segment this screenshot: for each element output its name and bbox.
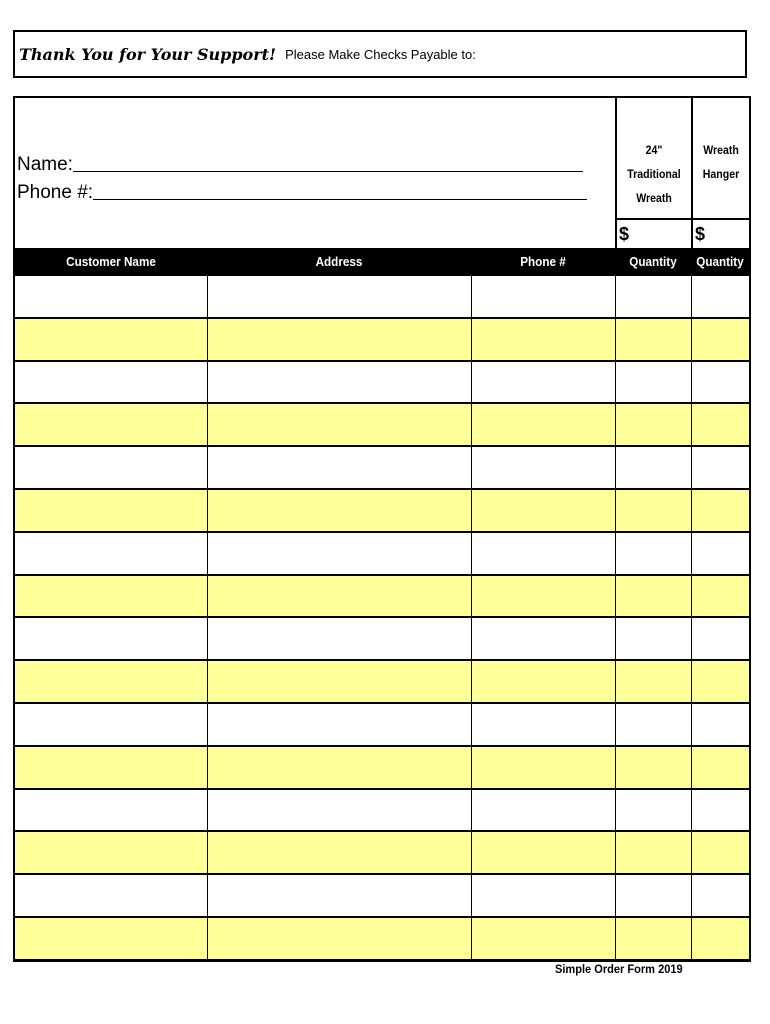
cell-phone[interactable] [471, 576, 616, 617]
phone-line [17, 176, 587, 204]
cell-address[interactable] [207, 832, 472, 873]
cell-customer-name[interactable] [15, 362, 207, 403]
cell-address[interactable] [207, 875, 472, 916]
table-row [15, 790, 749, 833]
banner [13, 30, 747, 78]
header-quantity-wreath: Quantity [629, 254, 677, 269]
product-name-wreath [621, 138, 686, 210]
table-row [15, 832, 749, 875]
cell-quantity-hanger[interactable] [691, 404, 750, 445]
cell-customer-name[interactable] [15, 875, 207, 916]
cell-quantity-wreath[interactable] [615, 319, 692, 360]
cell-quantity-hanger[interactable] [691, 618, 750, 659]
table-row [15, 362, 749, 405]
cell-quantity-hanger[interactable] [691, 875, 750, 916]
cell-phone[interactable] [471, 319, 616, 360]
cell-quantity-wreath[interactable] [615, 276, 692, 317]
cell-quantity-hanger[interactable] [691, 576, 750, 617]
cell-quantity-wreath[interactable] [615, 362, 692, 403]
cell-customer-name[interactable] [15, 661, 207, 702]
product-name-line2: Hanger [702, 167, 740, 181]
product-price-wreath[interactable]: $ [617, 218, 691, 248]
cell-customer-name[interactable] [15, 319, 207, 360]
cell-quantity-wreath[interactable] [615, 832, 692, 873]
cell-quantity-hanger[interactable] [691, 319, 750, 360]
cell-phone[interactable] [471, 790, 616, 831]
table-row [15, 747, 749, 790]
cell-phone[interactable] [471, 404, 616, 445]
cell-customer-name[interactable] [15, 276, 207, 317]
cell-quantity-hanger[interactable] [691, 490, 750, 531]
cell-address[interactable] [207, 576, 472, 617]
checks-payable-label: Please Make Checks Payable to: [285, 46, 476, 62]
cell-address[interactable] [207, 747, 472, 788]
cell-customer-name[interactable] [15, 404, 207, 445]
cell-quantity-wreath[interactable] [615, 576, 692, 617]
cell-phone[interactable] [471, 276, 616, 317]
cell-customer-name[interactable] [15, 704, 207, 745]
cell-customer-name[interactable] [15, 918, 207, 959]
cell-quantity-wreath[interactable] [615, 790, 692, 831]
product-price-hanger[interactable]: $ [693, 218, 749, 248]
cell-quantity-hanger[interactable] [691, 832, 750, 873]
table-row [15, 704, 749, 747]
cell-phone[interactable] [471, 362, 616, 403]
cell-quantity-wreath[interactable] [615, 490, 692, 531]
cell-quantity-hanger[interactable] [691, 447, 750, 488]
table-row [15, 276, 749, 319]
product-name-hanger [696, 138, 745, 186]
table-row [15, 490, 749, 533]
header-phone: Phone # [520, 254, 566, 269]
cell-phone[interactable] [471, 490, 616, 531]
thank-you-text: Thank You for Your Support! [19, 44, 277, 64]
product-name-line2: Wreath [636, 191, 672, 205]
cell-quantity-hanger[interactable] [691, 362, 750, 403]
cell-phone[interactable] [471, 875, 616, 916]
cell-address[interactable] [207, 918, 472, 959]
cell-address[interactable] [207, 362, 472, 403]
order-form [13, 96, 751, 962]
table-row [15, 661, 749, 704]
table-row [15, 918, 749, 961]
cell-address[interactable] [207, 276, 472, 317]
cell-phone[interactable] [471, 747, 616, 788]
cell-quantity-hanger[interactable] [691, 747, 750, 788]
cell-customer-name[interactable] [15, 576, 207, 617]
cell-quantity-wreath[interactable] [615, 533, 692, 574]
table-row [15, 576, 749, 619]
cell-customer-name[interactable] [15, 790, 207, 831]
cell-quantity-wreath[interactable] [615, 618, 692, 659]
phone-label: Phone #: [17, 182, 94, 203]
cell-quantity-wreath[interactable] [615, 704, 692, 745]
cell-quantity-wreath[interactable] [615, 661, 692, 702]
cell-address[interactable] [207, 404, 472, 445]
cell-phone[interactable] [471, 533, 616, 574]
cell-address[interactable] [207, 790, 472, 831]
cell-customer-name[interactable] [15, 447, 207, 488]
cell-customer-name[interactable] [15, 747, 207, 788]
table-row [15, 404, 749, 447]
cell-address[interactable] [207, 319, 472, 360]
name-label: Name: [17, 154, 73, 175]
cell-quantity-hanger[interactable] [691, 661, 750, 702]
cell-address[interactable] [207, 704, 472, 745]
table-row [15, 533, 749, 576]
cell-phone[interactable] [471, 918, 616, 959]
name-line [17, 148, 587, 176]
header-address: Address [315, 254, 363, 269]
product-name-line1: Wreath [703, 143, 739, 157]
cell-address[interactable] [207, 490, 472, 531]
cell-phone[interactable] [471, 618, 616, 659]
table-row [15, 875, 749, 918]
cell-quantity-wreath[interactable] [615, 447, 692, 488]
seller-info [17, 148, 587, 204]
cell-quantity-wreath[interactable] [615, 875, 692, 916]
cell-customer-name[interactable] [15, 490, 207, 531]
cell-quantity-hanger[interactable] [691, 918, 750, 959]
cell-quantity-hanger[interactable] [691, 533, 750, 574]
cell-address[interactable] [207, 661, 472, 702]
name-field[interactable] [73, 170, 583, 172]
product-name-line1: 24" Traditional [627, 143, 681, 181]
header-customer-name: Customer Name [66, 254, 156, 269]
cell-quantity-wreath[interactable] [615, 918, 692, 959]
cell-address[interactable] [207, 618, 472, 659]
header-quantity-hanger: Quantity [696, 254, 744, 269]
cell-quantity-hanger[interactable] [691, 790, 750, 831]
product-header-hanger [691, 98, 749, 248]
cell-customer-name[interactable] [15, 618, 207, 659]
cell-address[interactable] [207, 533, 472, 574]
table-header [15, 248, 749, 276]
cell-customer-name[interactable] [15, 832, 207, 873]
footer-title: Simple Order Form 2019 [555, 962, 683, 976]
table-row [15, 618, 749, 661]
cell-quantity-hanger[interactable] [691, 704, 750, 745]
table-row [15, 319, 749, 362]
cell-phone[interactable] [471, 447, 616, 488]
cell-phone[interactable] [471, 661, 616, 702]
cell-quantity-hanger[interactable] [691, 276, 750, 317]
product-header-wreath [615, 98, 691, 248]
table-row [15, 447, 749, 490]
cell-address[interactable] [207, 447, 472, 488]
cell-phone[interactable] [471, 832, 616, 873]
cell-quantity-wreath[interactable] [615, 747, 692, 788]
cell-quantity-wreath[interactable] [615, 404, 692, 445]
phone-field[interactable] [93, 198, 587, 200]
cell-customer-name[interactable] [15, 533, 207, 574]
cell-phone[interactable] [471, 704, 616, 745]
